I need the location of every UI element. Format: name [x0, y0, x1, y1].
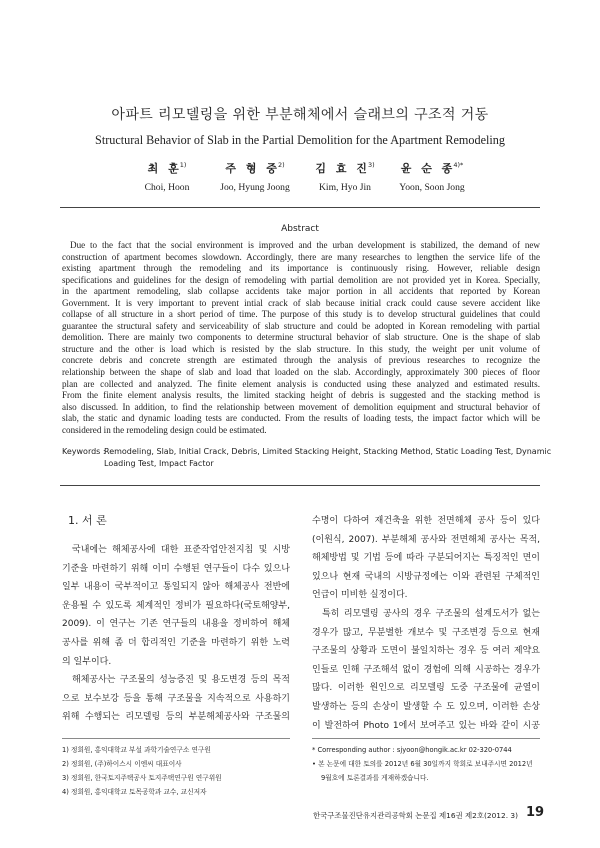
body-line: 수명이 다하여 재건축을 위한 전면해체 공사 등이 있다	[312, 516, 540, 526]
body-line: 이 발전하여 Photo 1에서 보여주고 있는 바와 같이 시공	[312, 720, 540, 731]
abstract-line: construction of apartment becomes slowdown. Accordingly, there are many researches to lengthen the service life of the	[62, 251, 540, 262]
body-line: 해체방법 및 기법 등에 따라 구분되어지는 특징적인 면이	[312, 553, 540, 564]
body-line: 일부 내용이 국부적이고 통일되지 않아 해체공사 전반에	[62, 582, 290, 593]
body-line: 경우가 많고, 무분별한 개보수 및 구조변경 등으로 현재	[312, 627, 540, 638]
paper-title-english: Structural Behavior of Slab in the Partial Demolition for the Apartment Remodeling	[95, 133, 505, 147]
abstract-line: demolition. There are mainly two components to determine structural behavior of slab structure. One is the shape of slab	[62, 332, 540, 343]
body-line: 발생하는 등의 손상이 발생할 수 도 있으며, 이러한 손상	[312, 701, 540, 712]
corresponding-author-note: * Corresponding author : sjyoon@hongik.ac.kr 02-320-0744	[312, 746, 512, 754]
abstract-line: collapse of all structure in a short period of time. The purpose of this study is to develop structural guidelines that could	[62, 309, 540, 320]
body-line: 구조물의 상황과 도면이 불일치하는 경우 등 여러 제약요	[312, 646, 540, 657]
body-line: 인들로 인해 구조해석 없이 경험에 의해 시공하는 경우가	[312, 664, 540, 675]
author-affiliation-mark: 2)	[277, 161, 285, 169]
author-yoon	[367, 162, 497, 194]
abstract-body	[62, 240, 540, 436]
author-name-korean-text: 김 효 진	[315, 162, 367, 175]
abstract-line: relationship between the shape of slab and load that loaded on the slab. Accordingly, approximately 300 pieces of floor	[62, 367, 540, 378]
abstract-line: From the finite element analysis results, the limited stacking height of debris is suggested and the stacking method is	[62, 390, 540, 401]
footnote-divider-left	[62, 738, 290, 739]
author-name-korean-text: 주 형 중	[225, 162, 277, 175]
keywords-line: Remodeling, Slab, Initial Crack, Debris, Limited Stacking Height, Stacking Method, Static Loading Test, Dynamic	[104, 447, 552, 456]
paper-title-korean: 아파트 리모델링을 위한 부분해체에서 슬래브의 구조적 거동	[111, 107, 489, 123]
footnote-item: 2) 정회원, (주)하이스시 이엔씨 대표이사	[62, 760, 182, 768]
body-column-right	[312, 512, 540, 735]
abstract-line: plan are collected and analyzed. The finite element analysis is conducted using these analyzed and estimated results.	[62, 378, 540, 389]
footnote-item: 1) 정회원, 홍익대학교 부설 과학기술연구소 연구원	[62, 746, 211, 754]
body-line: 언급이 미비한 실정이다.	[312, 590, 408, 601]
header-divider	[60, 207, 540, 208]
body-line: 운용될 수 있도록 체계적인 정비가 필요하다(국토해양부,	[62, 600, 290, 611]
author-name-english: Joo, Hyung Joong	[220, 182, 290, 193]
body-line: 국내에는 해체공사에 대한 표준작업안전지침 및 시방	[72, 545, 290, 555]
author-affiliation-mark: 3)	[367, 161, 375, 169]
abstract-line: structure and the other is load which is resisted by the slab structure. In this study, the weight per unit volume of	[62, 343, 540, 354]
author-name-korean-text: 윤 순 종	[400, 162, 453, 175]
keywords-label: Keywords :	[62, 447, 106, 456]
abstract-line: specifications and guidelines for the design of remodeling with partial demolition are not provided yet in Korea. Specially,	[62, 274, 540, 285]
footnote-item: 4) 정회원, 홍익대학교 토목공학과 교수, 교신저자	[62, 788, 207, 796]
body-line: (이원식, 2007). 부분해체 공사와 전면해체 공사는 목적,	[312, 534, 540, 545]
page-number: 19	[526, 805, 545, 820]
abstract-divider	[60, 485, 540, 486]
footnotes-affiliations	[62, 743, 290, 799]
abstract-line: slab, the static and dynamic loading tests are conducted. From the results of loading tests, the impact factor which will be	[62, 413, 540, 424]
body-line: 의 일부이다.	[62, 656, 112, 667]
abstract-line: considered in the remodeling design could be estimated.	[62, 424, 267, 435]
body-line: 특히 리모델링 공사의 경우 구조물의 설계도서가 없는	[322, 608, 540, 619]
body-column-left	[62, 541, 290, 727]
discussion-note: • 본 논문에 대한 토의를 2012년 6월 30일까지 학회로 보내주시면 2012년	[312, 760, 533, 768]
abstract-line: concrete debris and concrete strength are estimated through the analysis of previous researches to recognize the	[62, 355, 540, 366]
footnotes-correspondence	[312, 743, 540, 785]
abstract-heading: Abstract	[281, 224, 319, 234]
author-affiliation-mark: 1)	[179, 161, 187, 169]
section-heading-introduction: 1. 서 론	[68, 514, 107, 527]
body-line: 있으나 현재 국내의 시방규정에는 이와 관련된 구체적인	[312, 571, 540, 582]
author-name-english: Choi, Hoon	[144, 182, 190, 193]
abstract-line: existing apartment through the remodeling and its importance is continuously rising. However, reliable design	[62, 263, 540, 274]
abstract-line: Government. It is very important to prevent intial crack of slab because initial crack could cause severe accident like	[62, 297, 540, 308]
abstract-line: guarantee the structural safety and serviceability of slab structure and could be adopted in Korean remodeling with partial	[62, 320, 540, 331]
keywords-line: Loading Test, Impact Factor	[104, 459, 214, 468]
discussion-note-continued: 9월호에 토론결과를 게재하겠습니다.	[321, 774, 429, 782]
body-line: 기준을 마련하기 위해 이미 수행된 연구들이 다수 있으나	[62, 563, 290, 574]
journal-citation: 한국구조물진단유지관리공학회 논문집 제16권 제2호(2012. 3)	[312, 811, 518, 820]
body-line: 공사를 위해 좀 더 합리적인 기준을 마련하기 위한 노력	[62, 637, 290, 648]
body-line: 위해 수행되는 리모델링 등의 부분해체공사와 구조물의	[62, 712, 290, 723]
author-name-korean-text: 최 훈	[147, 162, 179, 175]
body-line: 해체공사는 구조물의 성능증진 및 용도변경 등의 목적	[72, 675, 290, 686]
author-name-english: Kim, Hyo Jin	[319, 182, 371, 193]
body-line: 많다. 이러한 원인으로 리모델링 도중 구조물에 균열이	[312, 683, 540, 694]
abstract-line: also discussed. In addition, to find the relationship between movement of demolition equipment and structural behavior of	[62, 401, 540, 412]
abstract-line: in the apartment remodeling, slab collapse accidents take major portion in all accidents that reported by Korean	[62, 286, 540, 297]
body-line: 2009). 이 연구는 기존 연구들의 내용을 정비하여 해체	[62, 619, 290, 630]
author-name-korean	[367, 162, 497, 177]
footnote-divider-right	[312, 738, 540, 739]
author-affiliation-mark: 4)*	[453, 161, 464, 169]
footnote-item: 3) 정회원, 한국토지주택공사 토지주택연구원 연구위원	[62, 774, 222, 782]
body-line: 으로 보수보강 등을 통해 구조물을 지속적으로 사용하기	[62, 693, 290, 704]
abstract-line: Due to the fact that the social environment is improved and the urban development is stabilized, the demand of new	[70, 240, 540, 250]
author-name-english: Yoon, Soon Jong	[399, 182, 465, 193]
